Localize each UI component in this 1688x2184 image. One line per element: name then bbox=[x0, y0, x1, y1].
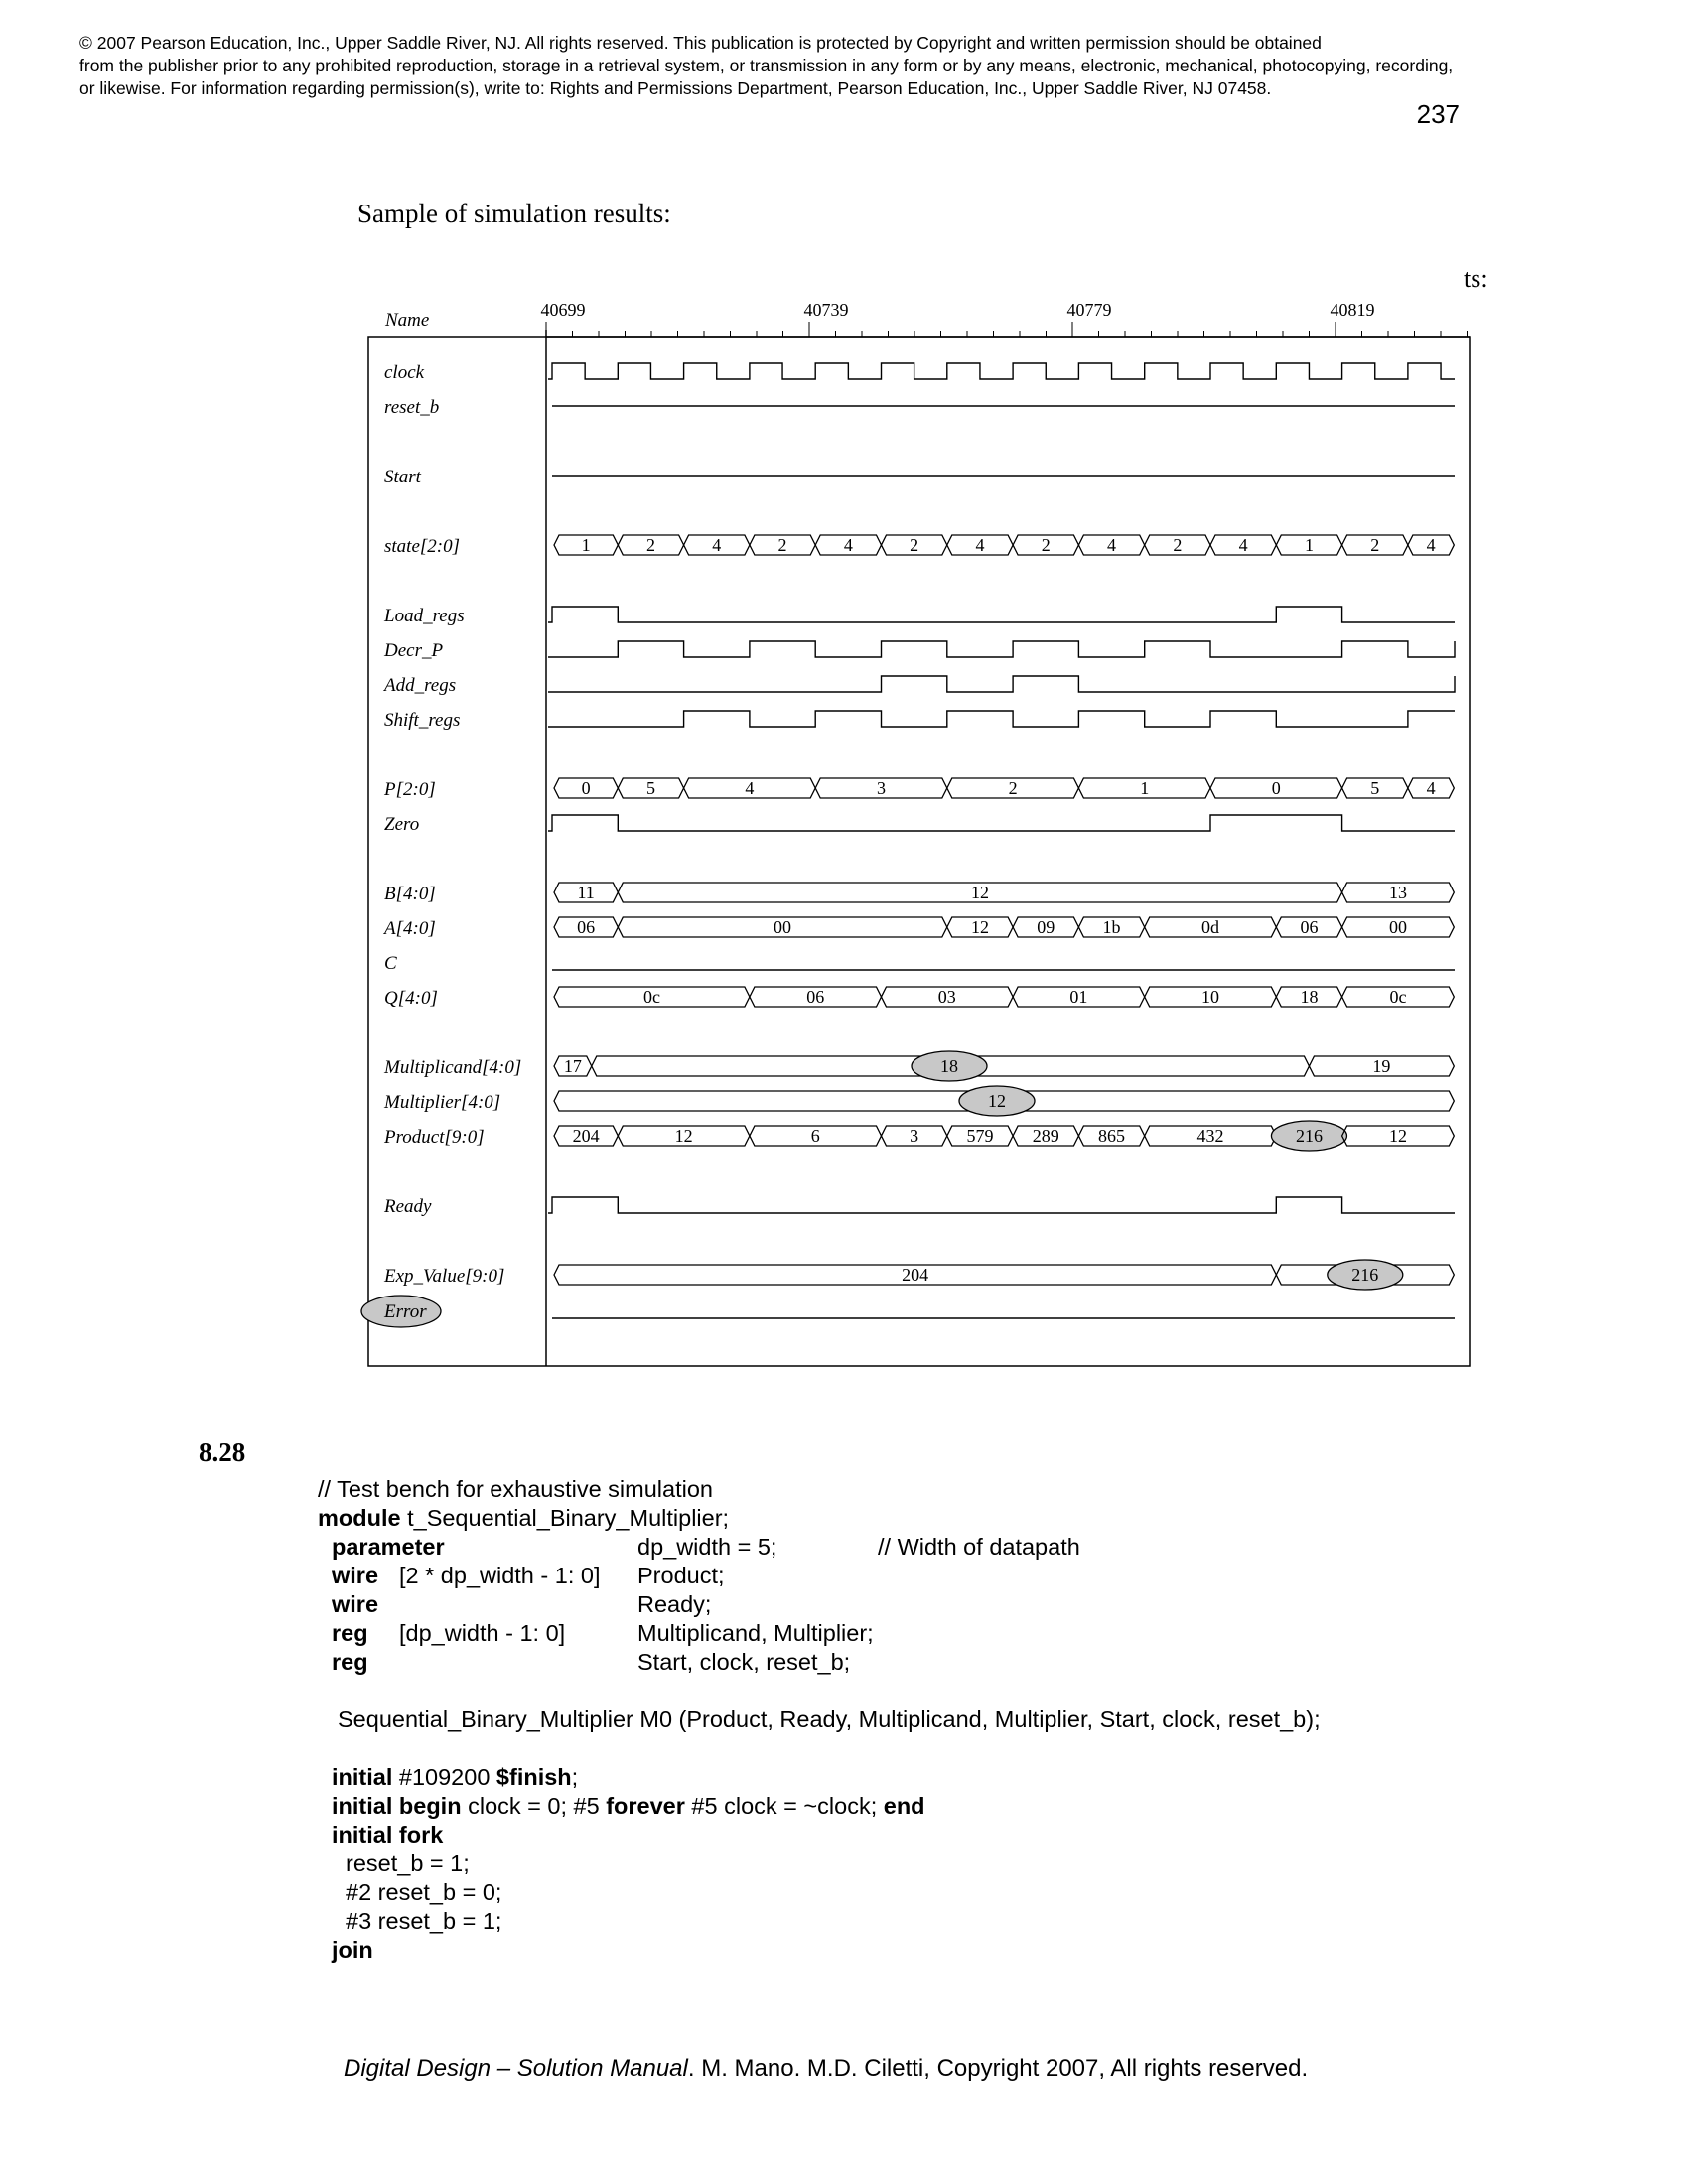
signal-row-add-regs bbox=[382, 675, 1455, 696]
signal-name: Multiplier[4:0] bbox=[384, 1092, 501, 1113]
signal-row-load-regs bbox=[383, 606, 1455, 626]
bus-value: 216 bbox=[1351, 1265, 1379, 1285]
signal-row-start bbox=[384, 467, 1455, 487]
signal-row-multiplicand-4-0- bbox=[383, 1051, 1454, 1081]
signal-row-clock bbox=[384, 362, 1455, 383]
bus-value: 12 bbox=[988, 1091, 1006, 1111]
signal-name: Load_regs bbox=[384, 606, 465, 626]
bus-value: 0 bbox=[1271, 778, 1281, 798]
page-footer bbox=[344, 2055, 1308, 2083]
bus-value: 4 bbox=[975, 535, 985, 555]
signal-name: Multiplicand[4:0] bbox=[384, 1057, 522, 1078]
bus-value: 2 bbox=[645, 535, 655, 555]
signal-name: C bbox=[384, 953, 397, 974]
signal-name: P[2:0] bbox=[384, 779, 436, 800]
bit-waveform bbox=[548, 815, 1455, 831]
bus-value: 4 bbox=[1107, 535, 1117, 555]
signal-row-decr-p bbox=[383, 640, 1455, 661]
bus-value: 1b bbox=[1102, 917, 1121, 937]
bus-value: 09 bbox=[1037, 917, 1055, 937]
bus-value: 12 bbox=[970, 917, 989, 937]
signal-name: B[4:0] bbox=[384, 884, 436, 904]
name-column-header: Name bbox=[385, 310, 430, 331]
bit-waveform bbox=[548, 641, 1455, 657]
signal-row-exp-value-9-0- bbox=[383, 1260, 1454, 1290]
bus-value: 12 bbox=[674, 1126, 693, 1146]
figure-caption: Sample of simulation results: bbox=[357, 199, 671, 228]
bus-value: 2 bbox=[1041, 535, 1051, 555]
bus-value: 216 bbox=[1295, 1126, 1323, 1146]
bus-value: 4 bbox=[1426, 535, 1436, 555]
signal-name: Product[9:0] bbox=[384, 1127, 485, 1148]
signal-row-zero bbox=[384, 814, 1455, 835]
bus-value: 17 bbox=[563, 1056, 582, 1076]
signal-name: Start bbox=[384, 467, 421, 487]
bus-value: 4 bbox=[745, 778, 755, 798]
bit-waveform bbox=[548, 1197, 1455, 1213]
waveform-frame bbox=[368, 337, 1470, 1366]
bus-value: 06 bbox=[806, 987, 825, 1007]
signal-row-shift-regs bbox=[384, 710, 1455, 731]
bus-value: 1 bbox=[1140, 778, 1150, 798]
bus-value: 432 bbox=[1196, 1126, 1224, 1146]
bus-value: 0c bbox=[1389, 987, 1407, 1007]
signal-name: Ready bbox=[384, 1196, 432, 1217]
bit-waveform bbox=[548, 711, 1455, 727]
bus-value: 204 bbox=[902, 1265, 929, 1285]
bus-value: 5 bbox=[645, 778, 655, 798]
bus-value: 204 bbox=[572, 1126, 600, 1146]
module-keyword: module bbox=[318, 1505, 401, 1531]
signal-row-a-4-0- bbox=[382, 917, 1454, 939]
bus-value: 2 bbox=[910, 535, 919, 555]
signal-name: Error bbox=[384, 1301, 427, 1322]
bus-value: 5 bbox=[1370, 778, 1380, 798]
bus-value: 13 bbox=[1388, 883, 1407, 902]
signal-row-b-4-0- bbox=[384, 883, 1454, 904]
copyright-line-3: or likewise. For information regarding permission(s), write to: Rights and Permissions Department, Pearson Education, Inc., Upper Saddle River, NJ 07458. bbox=[79, 78, 1272, 98]
bus-value: 01 bbox=[1069, 987, 1088, 1007]
bus-value: 18 bbox=[940, 1056, 958, 1076]
signal-row-state-2-0- bbox=[384, 535, 1454, 557]
bus-value: 0 bbox=[581, 778, 591, 798]
bus-value: 3 bbox=[877, 778, 886, 798]
signal-name: Add_regs bbox=[384, 675, 457, 696]
time-label: 40779 bbox=[1066, 300, 1112, 320]
bus-value: 06 bbox=[577, 917, 596, 937]
bus-value: 1 bbox=[581, 535, 591, 555]
copyright-line-2: from the publisher prior to any prohibited reproduction, storage in a retrieval system, or transmission in any form or by any means, electronic, mechanical, photocopying, recording, bbox=[79, 56, 1454, 75]
signal-name: state[2:0] bbox=[384, 536, 460, 557]
bus-value: 00 bbox=[774, 917, 792, 937]
bus-value: 289 bbox=[1032, 1126, 1059, 1146]
bus-value: 4 bbox=[1238, 535, 1248, 555]
copyright-line-1: © 2007 Pearson Education, Inc., Upper Saddle River, NJ. All rights reserved. This publication is protected by Copyright and written permission should be obtained bbox=[79, 33, 1322, 53]
bus-value: 2 bbox=[1173, 535, 1183, 555]
signal-row-product-9-0- bbox=[383, 1121, 1454, 1151]
bit-waveform bbox=[548, 607, 1455, 622]
bus-value: 0c bbox=[642, 987, 660, 1007]
time-label: 40819 bbox=[1330, 300, 1375, 320]
bus-value: 11 bbox=[577, 883, 595, 902]
waveform-diagram bbox=[357, 294, 1499, 1386]
signal-name: Shift_regs bbox=[384, 710, 461, 731]
signal-row-reset-b bbox=[384, 397, 1455, 418]
bus-value: 4 bbox=[712, 535, 722, 555]
clock-waveform bbox=[548, 363, 1455, 379]
signal-name: Q[4:0] bbox=[384, 988, 438, 1009]
signal-row-multiplier-4-0- bbox=[383, 1086, 1454, 1116]
bus-value: 865 bbox=[1098, 1126, 1126, 1146]
bus-value: 579 bbox=[966, 1126, 994, 1146]
signal-row-error bbox=[361, 1296, 1455, 1327]
signal-name: A[4:0] bbox=[384, 918, 436, 939]
bus-value: 12 bbox=[970, 883, 989, 902]
signal-row-q-4-0- bbox=[384, 987, 1454, 1009]
signal-name: clock bbox=[384, 362, 425, 383]
signal-name: reset_b bbox=[384, 397, 440, 418]
bus-value: 4 bbox=[1426, 778, 1436, 798]
module-name: t_Sequential_Binary_Multiplier; bbox=[400, 1505, 730, 1531]
bus-value: 4 bbox=[843, 535, 853, 555]
time-label: 40739 bbox=[803, 300, 849, 320]
bus-value: 10 bbox=[1201, 987, 1219, 1007]
signal-name: Exp_Value[9:0] bbox=[384, 1266, 505, 1287]
footer-credits: . M. Mano. M.D. Ciletti, Copyright 2007, All rights reserved. bbox=[687, 2055, 1309, 2082]
bus-value: 19 bbox=[1372, 1056, 1391, 1076]
bus-value: 00 bbox=[1388, 917, 1407, 937]
bus-value: 2 bbox=[777, 535, 787, 555]
page-number: 237 bbox=[1416, 99, 1460, 129]
time-label: 40699 bbox=[540, 300, 586, 320]
copyright-notice bbox=[79, 32, 1628, 100]
signal-name: Decr_P bbox=[384, 640, 444, 661]
bus-value: 03 bbox=[937, 987, 956, 1007]
time-scale-label: ts: bbox=[1464, 264, 1488, 293]
bus-value: 18 bbox=[1300, 987, 1319, 1007]
signal-name: Zero bbox=[384, 814, 420, 835]
bus-value: 3 bbox=[910, 1126, 919, 1146]
signal-row-p-2-0- bbox=[383, 778, 1454, 800]
bus-value: 06 bbox=[1300, 917, 1319, 937]
bus-value: 2 bbox=[1370, 535, 1380, 555]
bus-value: 2 bbox=[1008, 778, 1018, 798]
bus-value: 0d bbox=[1201, 917, 1219, 937]
bus-value: 1 bbox=[1304, 535, 1314, 555]
bus-value: 12 bbox=[1388, 1126, 1407, 1146]
problem-number: 8.28 bbox=[199, 1437, 246, 1467]
bit-waveform bbox=[548, 676, 1455, 692]
footer-book-title: Digital Design – Solution Manual bbox=[344, 2055, 688, 2082]
signal-row-ready bbox=[383, 1196, 1455, 1217]
bus-value: 6 bbox=[810, 1126, 820, 1146]
signal-row-c bbox=[384, 953, 1455, 974]
